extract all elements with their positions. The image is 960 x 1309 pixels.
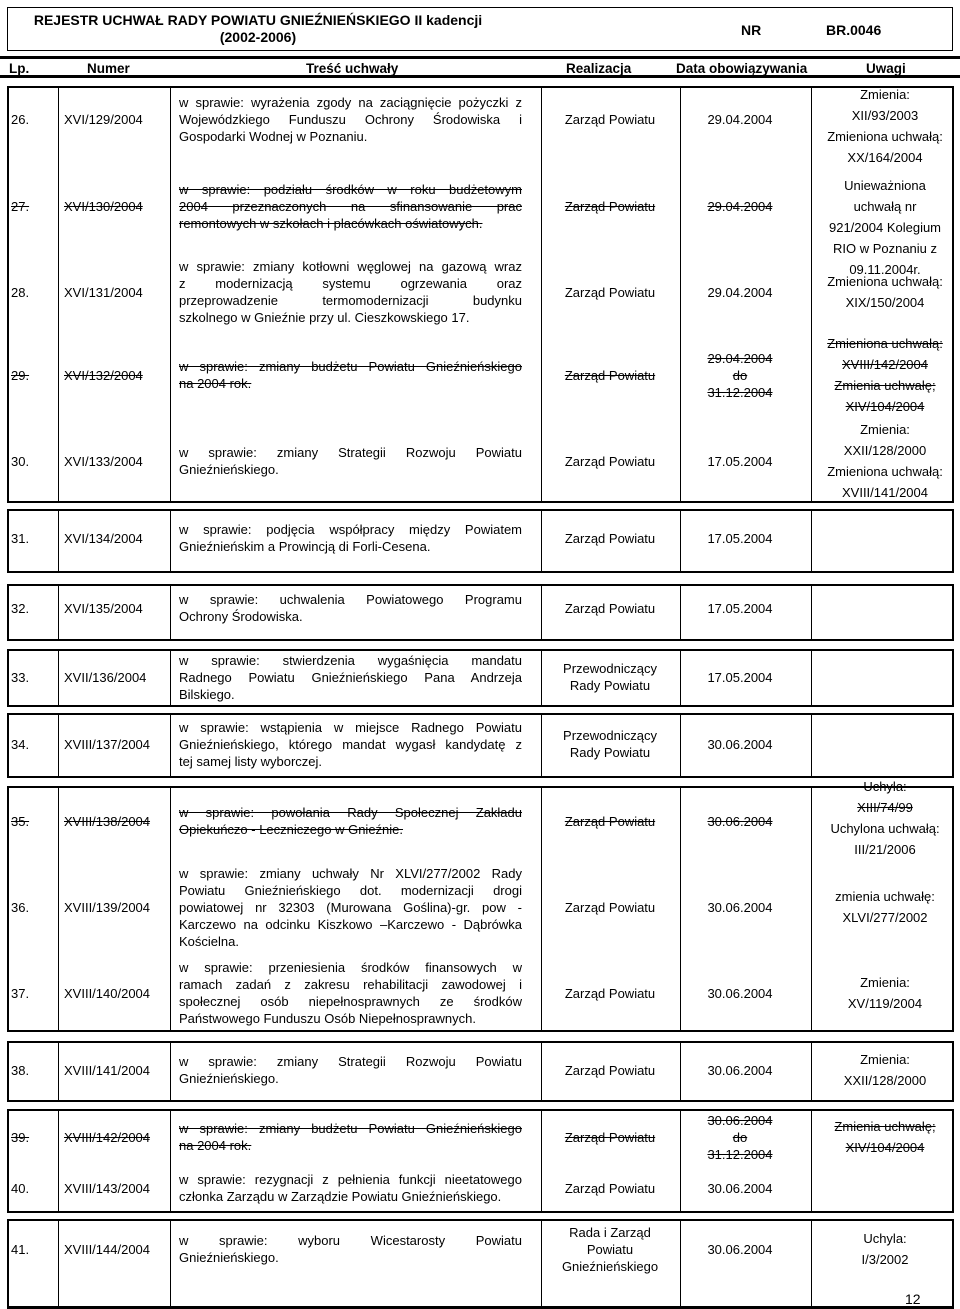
row-content-line: na 2004 rok. (179, 1138, 252, 1153)
row-remarks-line: Zmieniona uchwałą: (827, 336, 943, 351)
row-date (690, 1241, 790, 1258)
column-divider (811, 586, 812, 639)
column-divider (541, 1043, 542, 1100)
column-divider (680, 715, 681, 776)
row-realization (545, 1129, 675, 1146)
row-date-line: 30.06.2004 (707, 1180, 773, 1196)
column-divider (811, 651, 812, 705)
row-remarks-line: Uchyla: (863, 1231, 907, 1246)
row-realization (545, 367, 675, 384)
row-content (179, 358, 522, 392)
row-content-line: remontowych w szkołach i placówkach oświatowych. (179, 215, 483, 231)
row-content-line: w sprawie: wyboru Wicestarosty Powiatu (179, 1233, 522, 1248)
row-number: XVII/136/2004 (64, 669, 147, 685)
column-divider (58, 586, 59, 639)
column-divider (170, 1221, 171, 1307)
column-divider (680, 1043, 681, 1100)
row-date-line: 30.06.2004 (707, 1062, 773, 1078)
column-divider (58, 511, 59, 571)
row-content-line: członka Zarządu w Zarządzie Powiatu Gnieźnieńskiego. (179, 1189, 502, 1204)
column-divider (58, 1111, 59, 1211)
row-number: XVI/133/2004 (64, 453, 143, 469)
column-divider (58, 88, 59, 501)
row-content-line: w sprawie: zmiany Strategii Rozwoju Powiatu (179, 445, 522, 460)
row-number: XVIII/137/2004 (64, 736, 151, 752)
row-realization (545, 284, 675, 301)
row-lp: 38. (11, 1062, 30, 1078)
row-realization-line: Zarząd Powiatu (564, 530, 656, 546)
row-remarks-line: Zmienia uchwałę; (834, 378, 936, 393)
row-content-line: Wojewódzkiego Funduszu Ochrony Środowiska i (179, 111, 522, 127)
col-uwagi: Uwagi (866, 61, 906, 76)
row-number: XVI/132/2004 (64, 367, 143, 383)
row-content-line: w sprawie: zmiany uchwały Nr XLVI/277/2002 Rady (179, 865, 522, 881)
column-divider (811, 511, 812, 571)
row-date-line: do (732, 1129, 748, 1145)
row-realization (545, 1180, 675, 1197)
row-content-line: w sprawie: zmiany Strategii Rozwoju Powiatu (179, 1054, 522, 1069)
row-lp: 27. (11, 198, 30, 214)
row-date-line: 17.05.2004 (707, 530, 773, 546)
row-remarks-line: uchwałą nr (853, 198, 917, 214)
row-number: XVI/130/2004 (64, 198, 143, 214)
column-divider (680, 88, 681, 501)
column-divider (541, 1221, 542, 1307)
row-date-line: 30.06.2004 (707, 985, 773, 1001)
row-content-line: w sprawie: zmiany kotłowni węglowej na gazową wraz (179, 259, 522, 274)
row-date (690, 111, 790, 128)
row-content (179, 865, 522, 950)
nr-label: NR (741, 22, 762, 38)
row-remarks-line: XXII/128/2000 (843, 1073, 927, 1088)
row-realization (545, 1224, 675, 1275)
row-content-line: Powiatu Gnieźnieńskiego dot. modernizacji drogi (179, 882, 522, 898)
row-content-line: Gnieźnieńskim a Prowincją di Forli-Cesena. (179, 539, 431, 554)
row-realization (545, 813, 675, 830)
row-number: XVIII/143/2004 (64, 1180, 151, 1196)
row-number: XVIII/140/2004 (64, 985, 151, 1001)
column-divider (541, 88, 542, 501)
row-date-line: 30.06.2004 (707, 1241, 773, 1257)
column-divider (811, 88, 812, 501)
row-realization-line: Zarząd Powiatu (564, 899, 656, 915)
row-realization-line: Przewodniczący (563, 661, 657, 676)
column-divider (680, 1221, 681, 1307)
column-divider (541, 715, 542, 776)
row-content (179, 959, 522, 1027)
column-divider (680, 788, 681, 1030)
row-remarks-line: Zmieniona uchwałą: (827, 274, 943, 289)
row-content (179, 444, 522, 478)
row-remarks-line: XIII/74/99 (857, 800, 913, 815)
column-divider (541, 511, 542, 571)
row-date (690, 736, 790, 753)
row-remarks-line: Zmienia: (860, 975, 910, 990)
column-divider (170, 788, 171, 1030)
column-divider (811, 1111, 812, 1211)
row-content-line: Karczewo na odcinku Kiszkowo –Karczewo - Dąbrówka (179, 916, 522, 932)
column-divider (170, 1111, 171, 1211)
row-remarks (815, 972, 955, 1014)
column-divider (58, 1221, 59, 1307)
row-content (179, 181, 522, 232)
row-realization-line: Zarząd Powiatu (564, 198, 656, 214)
row-remarks-line: XXII/128/2000 (843, 443, 927, 458)
row-remarks-line: XLVI/277/2002 (842, 910, 928, 925)
column-divider (170, 715, 171, 776)
row-realization-line: Zarząd Powiatu (564, 1062, 656, 1078)
row-number: XVIII/141/2004 (64, 1062, 151, 1078)
row-remarks-line: III/21/2006 (854, 842, 916, 857)
row-date (690, 453, 790, 470)
row-date-line: 29.04.2004 (707, 350, 773, 366)
row-date (690, 1180, 790, 1197)
row-lp: 40. (11, 1180, 30, 1196)
column-divider (541, 651, 542, 705)
row-content-line: przeprowadzenie termomodernizacji budynku (179, 293, 522, 308)
row-remarks-line: Uchylona uchwałą: (830, 821, 940, 836)
row-date (690, 530, 790, 547)
row-realization (545, 198, 675, 215)
row-remarks-line: XVIII/141/2004 (841, 485, 928, 500)
row-content-line: w sprawie: rezygnacji z pełnienia funkcji nieetatowego (179, 1172, 522, 1187)
row-remarks-line: XIX/150/2004 (845, 295, 925, 310)
row-content-line: na 2004 rok. (179, 376, 252, 391)
row-date-line: 29.04.2004 (707, 111, 773, 127)
row-remarks (815, 1228, 955, 1270)
row-lp: 35. (11, 813, 30, 829)
row-date-line: 17.05.2004 (707, 600, 773, 616)
row-date (690, 1062, 790, 1079)
row-content-line: w sprawie: podjęcia współpracy między Powiatem (179, 522, 522, 537)
row-realization (545, 899, 675, 916)
row-remarks-line: XV/119/2004 (847, 996, 923, 1011)
row-content-line: w sprawie: przeniesienia środków finansowych w (179, 960, 522, 975)
row-content-line: szkolnego w Gnieźnie przy ul. Cieszkowskiego 17. (179, 310, 470, 325)
row-number: XVIII/144/2004 (64, 1241, 151, 1257)
row-number: XVI/129/2004 (64, 111, 143, 127)
row-date-line: 30.06.2004 (707, 899, 773, 915)
row-content-line: w sprawie: stwierdzenia wygaśnięcia mandatu (179, 652, 522, 668)
row-content-line: w sprawie: zmiany budżetu Powiatu Gnieźnieńskiego (179, 359, 522, 374)
column-header-row (0, 56, 960, 78)
row-content-line: Gospodarki Wodnej w Poznaniu. (179, 128, 368, 144)
row-content (179, 94, 522, 145)
row-date-line: 30.06.2004 (707, 1112, 773, 1128)
col-realizacja: Realizacja (566, 61, 632, 76)
row-date-line: 30.06.2004 (707, 813, 773, 829)
row-content-line: w sprawie: podziału środków w roku budżetowym (179, 181, 522, 197)
row-date-line: 31.12.2004 (707, 1146, 773, 1162)
row-realization (545, 453, 675, 470)
row-realization (545, 1062, 675, 1079)
row-remarks-line: I/3/2002 (861, 1252, 909, 1267)
row-content-line: Gnieźnieńskiego, którego mandat wygasł kandydatę z (179, 736, 522, 752)
row-remarks (815, 419, 955, 503)
row-lp: 41. (11, 1241, 30, 1257)
row-date-line: do (732, 367, 748, 383)
row-date-line: 17.05.2004 (707, 453, 773, 469)
column-divider (58, 715, 59, 776)
row-remarks-line: 09.11.2004r. (849, 261, 921, 277)
row-date (690, 813, 790, 830)
column-divider (170, 586, 171, 639)
row-number: XVI/131/2004 (64, 284, 143, 300)
nr-value: BR.0046 (826, 22, 882, 38)
row-date-line: 31.12.2004 (707, 384, 773, 400)
row-realization-line: Zarząd Powiatu (564, 985, 656, 1001)
row-realization (545, 985, 675, 1002)
row-remarks-line: 921/2004 Kolegium (828, 219, 942, 235)
row-content-line: Opiekuńczo - Leczniczego w Gnieźnie. (179, 822, 404, 837)
row-content-line: powiatowej nr 32303 (Murowana Goślina)-gr. pow - (179, 899, 522, 915)
column-divider (811, 715, 812, 776)
row-date (690, 985, 790, 1002)
row-lp: 31. (11, 530, 30, 546)
row-remarks-line: Zmienia: (860, 422, 910, 437)
row-remarks-line: Zmienia: (860, 87, 910, 102)
row-realization-line: Zarząd Powiatu (564, 453, 656, 469)
row-remarks-line: XIV/104/2004 (845, 1140, 925, 1155)
row-date (690, 600, 790, 617)
row-content (179, 258, 522, 326)
row-content-line: Gnieźnieńskiego. (179, 462, 279, 477)
row-number: XVIII/139/2004 (64, 899, 151, 915)
row-lp: 30. (11, 453, 30, 469)
row-content (179, 804, 522, 838)
row-content (179, 1232, 522, 1266)
row-content-line: w sprawie: powołania Rady Społecznej Zakładu (179, 805, 522, 820)
footer-rule (7, 1306, 954, 1308)
row-remarks-line: XVIII/142/2004 (841, 357, 928, 372)
register-title: REJESTR UCHWAŁ RADY POWIATU GNIEŹNIEŃSKIEGO II kadencji (2002-2006) (33, 12, 483, 45)
row-remarks (815, 1116, 955, 1158)
row-realization-line: Powiatu (586, 1241, 634, 1257)
row-remarks-line: Unieważniona (844, 177, 926, 193)
row-content (179, 719, 522, 770)
row-realization-line: Zarząd Powiatu (564, 813, 656, 829)
row-content-line: Radnego Powiatu Gnieźnieńskiego Pana Andrzeja (179, 669, 522, 685)
column-divider (541, 1111, 542, 1211)
row-content-line: Państwowego Funduszu Osób Niepełnosprawnych. (179, 1011, 477, 1026)
row-realization-line: Zarząd Powiatu (564, 284, 656, 300)
row-remarks-line: XX/164/2004 (847, 150, 923, 165)
row-realization-line: Rady Powiatu (569, 745, 651, 760)
row-number: XVI/134/2004 (64, 530, 143, 546)
row-date (690, 284, 790, 301)
row-lp: 28. (11, 284, 30, 300)
column-divider (170, 88, 171, 501)
row-realization (545, 727, 675, 761)
row-date-line: 17.05.2004 (707, 669, 773, 685)
row-remarks-line: XIV/104/2004 (845, 399, 925, 414)
row-remarks-line: Zmienia uchwałę; (834, 1119, 936, 1134)
row-realization-line: Gnieźnieńskiego (561, 1258, 659, 1274)
row-content-line: z modernizacją systemu ogrzewania oraz (179, 276, 522, 291)
row-date (690, 899, 790, 916)
row-date (690, 198, 790, 215)
column-divider (680, 586, 681, 639)
row-realization-line: Zarząd Powiatu (564, 600, 656, 616)
row-lp: 26. (11, 111, 30, 127)
row-lp: 29. (11, 367, 30, 383)
row-content-line: Bilskiego. (179, 686, 235, 702)
row-content-line: w sprawie: wyrażenia zgody na zaciągnięcie pożyczki z (179, 94, 522, 110)
row-lp: 39. (11, 1129, 30, 1145)
row-content (179, 1171, 522, 1205)
row-remarks-line: Uchyla: (863, 779, 907, 794)
column-divider (170, 1043, 171, 1100)
row-remarks-line: Zmieniona uchwałą: (827, 464, 943, 479)
col-numer: Numer (87, 61, 130, 76)
row-number: XVIII/138/2004 (64, 813, 151, 829)
row-content-line: Kościelna. (179, 933, 239, 949)
row-lp: 32. (11, 600, 30, 616)
row-realization-line: Zarząd Powiatu (564, 1180, 656, 1196)
column-divider (170, 511, 171, 571)
row-realization (545, 660, 675, 694)
row-lp: 33. (11, 669, 30, 685)
row-content-line: Gnieźnieńskiego. (179, 1250, 279, 1265)
column-divider (170, 651, 171, 705)
row-remarks-line: Zmieniona uchwałą: (827, 129, 943, 144)
row-realization (545, 530, 675, 547)
row-content (179, 1053, 522, 1087)
row-remarks-line: zmienia uchwałę: (835, 889, 935, 904)
row-content-line: w sprawie: zmiany budżetu Powiatu Gnieźnieńskiego (179, 1121, 522, 1136)
row-number: XVI/135/2004 (64, 600, 143, 616)
row-realization-line: Rada i Zarząd (569, 1224, 651, 1240)
row-remarks (815, 175, 955, 280)
row-realization-line: Zarząd Powiatu (564, 111, 656, 127)
row-remarks (815, 333, 955, 417)
row-content (179, 1120, 522, 1154)
row-remarks (815, 776, 955, 860)
row-date (690, 350, 790, 401)
row-content-line: Gnieźnieńskiego. (179, 1071, 279, 1086)
row-date (690, 1112, 790, 1163)
column-divider (541, 788, 542, 1030)
row-content-line: ramach zadań z zakresu rehabilitacji zawodowej i (179, 977, 522, 992)
row-content (179, 591, 522, 625)
page-number: 12 (905, 1291, 921, 1307)
col-tresc: Treść uchwały (306, 61, 399, 76)
column-divider (541, 586, 542, 639)
column-divider (811, 788, 812, 1030)
row-realization-line: Zarząd Powiatu (564, 1129, 656, 1145)
row-content (179, 652, 522, 703)
column-divider (680, 1111, 681, 1211)
row-content-line: Ochrony Środowiska. (179, 609, 303, 624)
row-content (179, 521, 522, 555)
row-date (690, 669, 790, 686)
row-lp: 36. (11, 899, 30, 915)
row-remarks-line: XII/93/2003 (851, 108, 919, 123)
column-divider (680, 651, 681, 705)
col-data: Data obowiązywania (676, 61, 808, 76)
row-date-line: 29.04.2004 (707, 284, 773, 300)
row-number: XVIII/142/2004 (64, 1129, 151, 1145)
column-divider (58, 1043, 59, 1100)
row-content-line: tej samej listy wyborczej. (179, 753, 323, 769)
column-divider (58, 788, 59, 1030)
row-lp: 34. (11, 736, 30, 752)
row-date-line: 29.04.2004 (707, 198, 773, 214)
row-date-line: 30.06.2004 (707, 736, 773, 752)
row-remarks-line: RIO w Poznaniu z (832, 240, 938, 256)
column-divider (811, 1221, 812, 1307)
row-remarks (815, 1049, 955, 1091)
row-realization (545, 600, 675, 617)
row-lp: 37. (11, 985, 30, 1001)
column-divider (58, 651, 59, 705)
row-content-line: 2004 przeznaczonych na sfinansowanie prac (179, 198, 522, 214)
row-realization (545, 111, 675, 128)
row-remarks (815, 271, 955, 313)
row-content-line: w sprawie: wstąpienia w miejsce Radnego Powiatu (179, 719, 522, 735)
row-realization-line: Zarząd Powiatu (564, 367, 656, 383)
row-remarks-line: Zmienia: (860, 1052, 910, 1067)
register-header (7, 7, 953, 51)
column-divider (680, 511, 681, 571)
row-content-line: w sprawie: uchwalenia Powiatowego Programu (179, 592, 522, 607)
row-content-line: społecznej osób niepełnosprawnych ze środków (179, 994, 522, 1009)
row-realization-line: Rady Powiatu (569, 678, 651, 693)
row-remarks (815, 84, 955, 168)
column-divider (811, 1043, 812, 1100)
row-realization-line: Przewodniczący (563, 728, 657, 743)
row-remarks (815, 886, 955, 928)
col-lp: Lp. (9, 61, 30, 76)
